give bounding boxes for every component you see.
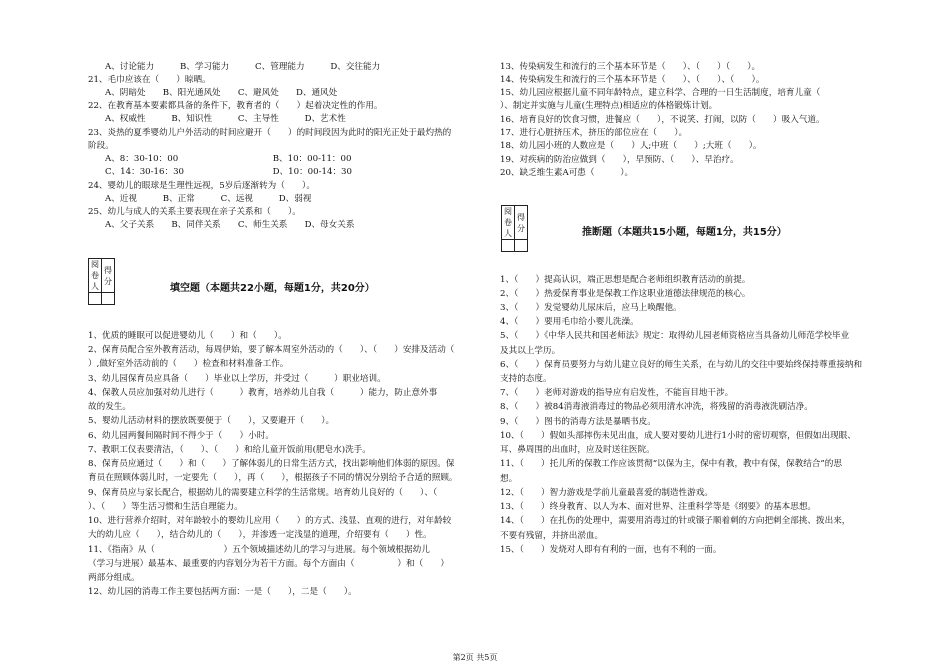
fill-line: 8、保育员应通过（ ）和（ ）了解体弱儿的日常生活方式，找出影响他们体弱的原因。保 <box>88 459 455 469</box>
fill-line: 故的发生。 <box>88 402 131 412</box>
page-footer: 第2页 共5页 <box>452 653 498 662</box>
score-box-fill <box>88 258 115 305</box>
fill-line: 17、进行心脏挤压术，挤压的部位应在（ ）。 <box>500 128 688 138</box>
question-22: 22、在教育基本要素都具备的条件下，教育者的（ ）起着决定性的作用。 <box>88 101 383 111</box>
fill-line: 20、缺乏维生素A可患（ ）。 <box>500 168 634 178</box>
choice-options-25: A、父子关系 B、同伴关系 C、师生关系 D、母女关系 <box>105 220 355 230</box>
judge-line: 10、（ ）假如头部摔伤未见出血，成人要对要幼儿进行1小时的密切观察，但假如出现眼、 <box>500 431 856 441</box>
reviewer-label: 阅卷人 <box>89 259 102 293</box>
judge-line: 6、（ ）保育员要努力与幼儿建立良好的师生关系，在与幼儿的交往中要始终保持尊重接纳和 <box>500 360 863 370</box>
choice-options-20: A、讨论能力 B、学习能力 C、管理能力 D、交往能力 <box>105 62 381 72</box>
reviewer-cell[interactable] <box>502 240 515 252</box>
score-label: 得分 <box>515 206 528 240</box>
fill-line: 4、保教人员应加强对幼儿进行（ ）教育，培养幼儿自我（ ）能力，防止意外事 <box>88 388 438 398</box>
fill-line: 两部分组成。 <box>88 573 140 583</box>
judge-section-title: 推断题（本题共15小题，每题1分，共15分） <box>582 227 787 238</box>
question-25: 25、幼儿与成人的关系主要表现在亲子关系和（ ）。 <box>88 207 301 217</box>
choice-options-23b: C、14：30-16：30 D、10：00-14：30 <box>105 167 352 177</box>
judge-line: 15、（ ）发烧对人即有有利的一面，也有不利的一面。 <box>500 545 722 555</box>
judge-line: 及其以上学历。 <box>500 346 561 356</box>
judge-line: 耳、鼻周围的出血时，应及时送往医院。 <box>500 445 655 455</box>
question-23-cont: 阶段。 <box>88 141 114 151</box>
score-box-judge <box>501 205 528 252</box>
judge-line: 12、（ ）智力游戏是学前儿童最喜爱的制造性游戏。 <box>500 488 713 498</box>
fill-line: 12、幼儿园的消毒工作主要包括两方面：一是（ ），二是（ ）。 <box>88 587 357 597</box>
question-21: 21、毛巾应该在（ ）晾晒。 <box>88 75 211 85</box>
choice-options-23a: A、8：30-10：00 B、10：00-11：00 <box>105 154 352 164</box>
fill-line: ）、制定并实施与儿童(生理特点)相适应的体格锻炼计划。 <box>500 101 718 111</box>
judge-line: 4、（ ）要用毛巾给小婴儿洗澡。 <box>500 317 639 327</box>
score-cell[interactable] <box>102 293 115 305</box>
judge-line: 支持的态度。 <box>500 374 552 384</box>
fill-line: （学习与进展）最基本、最重要的内容划分为若干方面。每个方面由（ ）和（ ） <box>88 559 449 569</box>
fill-line: 16、培育良好的饮食习惯，进餐应（ ），不说笑、打闹，以防（ ）吸入气道。 <box>500 115 825 125</box>
judge-line: 13、（ ）终身教育、以人为本、面对世界、注重科学等是《纲要》的基本思想。 <box>500 502 817 512</box>
fill-line: 11、《指南》从（ ）五个领域描述幼儿的学习与进展。每个领域根据幼儿 <box>88 545 430 555</box>
reviewer-label: 阅卷人 <box>502 206 515 240</box>
fill-section-title: 填空题（本题共22小题，每题1分，共20分） <box>170 283 375 294</box>
score-label: 得分 <box>102 259 115 293</box>
question-24: 24、婴幼儿的眼球是生理性远视，5岁后逐渐转为（ ）。 <box>88 181 315 191</box>
judge-line: 5、（ ）《中华人民共和国老师法》规定：取得幼儿园老师资格应当具备幼儿师范学校毕业 <box>500 331 850 341</box>
judge-line: 想。 <box>500 474 518 484</box>
fill-line: 9、保育员应与家长配合，根据幼儿的需要建立科学的生活常规。培育幼儿良好的（ ）、（ <box>88 488 438 498</box>
judge-line: 7、（ ）老师对游戏的指导应有启发性，不能盲目地干涉。 <box>500 388 734 398</box>
choice-options-21: A、阴暗处 B、阳光通风处 C、避风处 D、通风处 <box>105 88 338 98</box>
fill-line: 18、幼儿园小班的人数应是（ ）人;中班（ ）;大班（ ）。 <box>500 141 762 151</box>
score-cell[interactable] <box>515 240 528 252</box>
choice-options-22: A、权威性 B、知识性 C、主导性 D、艺术性 <box>105 114 346 124</box>
fill-line: 7、教职工仪表要清洁，（ ）、（ ）和给儿童开饭前用(肥皂水)洗手。 <box>88 445 371 455</box>
question-23: 23、炎热的夏季婴幼儿户外活动的时间应避开（ ）的时间段因为此时的阳光正处于最灼热的 <box>88 128 452 138</box>
reviewer-cell[interactable] <box>89 293 102 305</box>
fill-line: 10、进行营养介绍时，对年龄较小的婴幼儿应用（ ）的方式、浅显、直观的进行，对年龄较 <box>88 516 452 526</box>
fill-line: 育员在照顾体弱儿时，一定要先（ ），再（ ），根据孩子不同的情况分别给予合适的照顾。 <box>88 473 458 483</box>
judge-line: 8、（ ）被84消毒液消毒过的物品必须用清水冲洗，将残留的消毒液洗刷洁净。 <box>500 402 813 412</box>
fill-line: 19、对疾病的防治应做到（ ），早预防、（ ）、早治疗。 <box>500 155 739 165</box>
judge-line: 11、（ ）托儿所的保教工作应该贯彻“以保为主，保中有教，教中有保，保教结合”的思 <box>500 459 842 469</box>
choice-options-24: A、近视 B、正常 C、远视 D、弱视 <box>105 194 312 204</box>
fill-line: 6、幼儿园两餐间隔时间不得少于（ ）小时。 <box>88 431 274 441</box>
fill-line: 5、婴幼儿活动材料的摆放既要便于（ ），又要避开（ ）。 <box>88 416 335 426</box>
fill-line: 1、优质的睡眠可以促进婴幼儿（ ）和（ ）。 <box>88 331 287 341</box>
judge-line: 不要有残留，并挤出淤血。 <box>500 531 604 541</box>
fill-line: 14、传染病发生和流行的三个基本环节是（ ）、（ ）、（ ）。 <box>500 75 765 85</box>
fill-line: ）、（ ）等生活习惯和生活自理能力。 <box>88 502 243 512</box>
fill-line: 2、保育员配合室外教育活动，每周伊始，要了解本周室外活动的（ ）、（ ）安排及活动（ <box>88 345 455 355</box>
judge-line: 3、（ ）发觉婴幼儿尿床后，应马上唤醒他。 <box>500 303 682 313</box>
fill-line: 15、幼儿园应根据儿童不同年龄特点，建立科学、合理的一日生活制度，培育儿童（ <box>500 88 821 98</box>
judge-line: 14、（ ）在扎伤的处理中，需要用消毒过的针或镊子顺着刺的方向把刺全部挑、拨出来， <box>500 516 851 526</box>
fill-line: 3、幼儿园保育员应具备（ ）毕业以上学历，并受过（ ）职业培训。 <box>88 374 386 384</box>
fill-line: 大的幼儿应（ ），结合幼儿的（ ），并渗透一定浅显的道理，介绍要有（ ）性。 <box>88 530 432 540</box>
judge-line: 9、（ ）图书的消毒方法是暴晒书皮。 <box>500 417 656 427</box>
judge-line: 2、（ ）热爱保育事业是保教工作这职业道德法律规范的核心。 <box>500 289 751 299</box>
fill-line: ）,做好室外活动前的（ ）检查和材料准备工作。 <box>88 359 289 369</box>
fill-line: 13、传染病发生和流行的三个基本环节是（ ）、（ ）（ ）。 <box>500 62 761 72</box>
judge-line: 1、（ ）提高认识，端正思想是配合老师组织教育活动的前提。 <box>500 275 751 285</box>
